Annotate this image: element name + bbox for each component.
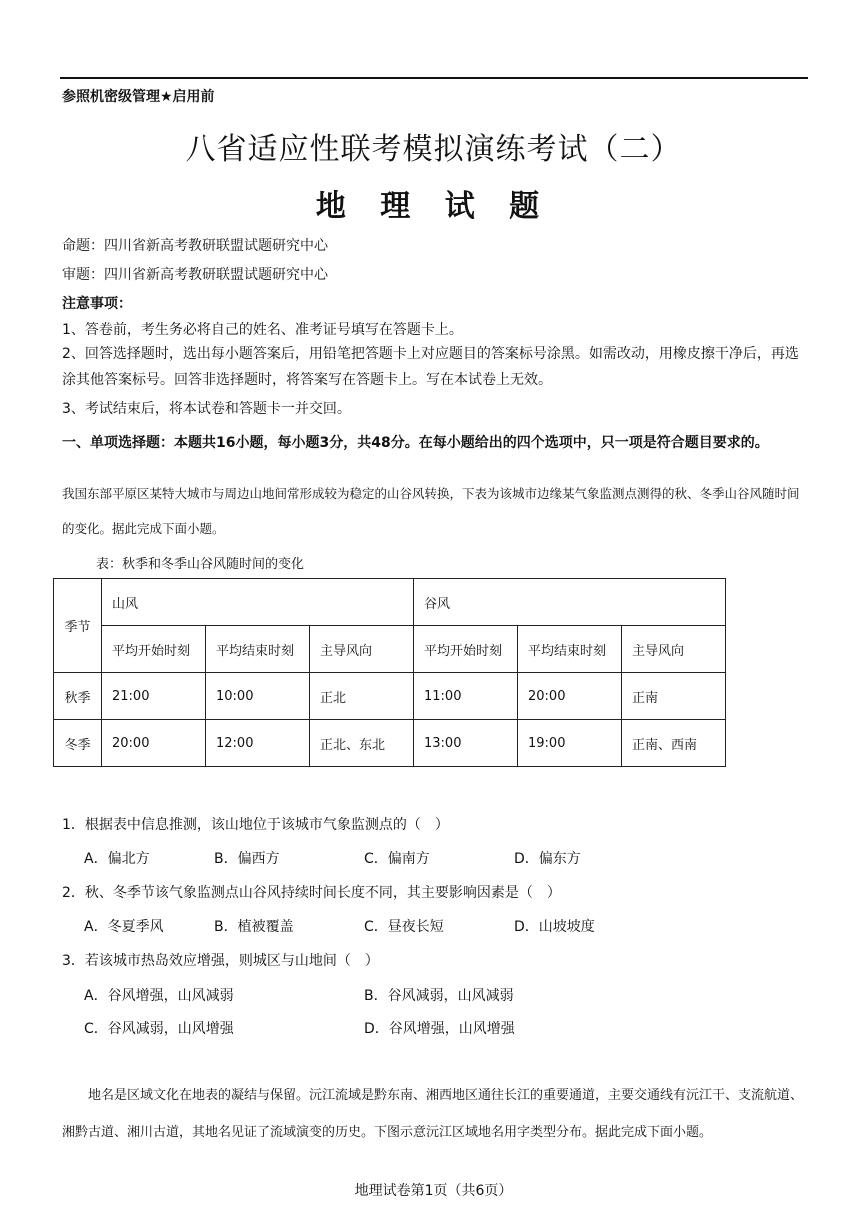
season-header: 季节	[54, 579, 102, 673]
table-cell: 正南	[622, 673, 726, 720]
mountain-wind-header: 山风	[102, 579, 414, 626]
note-item: 2、回答选择题时，选出每小题答案后，用铅笔把答题卡上对应题目的答案标号涂黑。如需改动，用橡皮擦干净后，再选涂其他答案标号。回答非选择题时，将答案写在答题卡上。写在本试卷上无效。	[62, 346, 799, 388]
option: B．谷风减弱，山风减弱	[364, 988, 514, 1004]
option: B．植被覆盖	[214, 919, 294, 935]
option: A．冬夏季风	[84, 919, 164, 935]
reviewer-line: 审题：四川省新高考教研联盟试题研究中心	[62, 267, 328, 283]
passage-paragraph: 地名是区域文化在地表的凝结与保留。沅江流域是黔东南、湘西地区通往长江的重要通道，主要交通线有沅江干、支流航道、湘黔古道、湘川古道，其地名见证了流域演变的历史。下图示意沅江区域地名用字类型分布。据此完成下面小题。	[62, 1088, 804, 1140]
wind-table	[53, 578, 726, 767]
option: C．偏南方	[364, 851, 430, 867]
table-cell: 19:00	[518, 720, 622, 767]
valley-wind-header: 谷风	[414, 579, 726, 626]
option: A．偏北方	[84, 851, 150, 867]
author-line: 命题：四川省新高考教研联盟试题研究中心	[62, 238, 328, 254]
exam-title: 八省适应性联考模拟演练考试（二）	[185, 132, 682, 167]
table-group-row	[54, 579, 726, 626]
option: A．谷风增强，山风减弱	[84, 988, 234, 1004]
table-row	[54, 673, 726, 720]
table-cell: 12:00	[206, 720, 310, 767]
header-rule	[60, 77, 808, 79]
column-header: 平均开始时刻	[414, 626, 518, 673]
subject-title: 地 理 试 题	[315, 189, 552, 224]
column-header: 主导风向	[310, 626, 414, 673]
note-item: 3、考试结束后，将本试卷和答题卡一并交回。	[62, 401, 351, 417]
table-caption: 表：秋季和冬季山谷风随时间的变化	[96, 557, 305, 572]
secret-label: 参照机密级管理★启用前	[62, 89, 215, 105]
season-cell: 秋季	[54, 673, 102, 720]
table-cell: 正北	[310, 673, 414, 720]
question-stem: 1．根据表中信息推测，该山地位于该城市气象监测点的（ ）	[62, 817, 449, 833]
option: B．偏西方	[214, 851, 280, 867]
table-cell: 正北、东北	[310, 720, 414, 767]
season-cell: 冬季	[54, 720, 102, 767]
column-header: 平均开始时刻	[102, 626, 206, 673]
intro-paragraph: 我国东部平原区某特大城市与周边山地间常形成较为稳定的山谷风转换，下表为该城市边缘某气象监测点测得的秋、冬季山谷风随时间的变化。据此完成下面小题。	[62, 486, 800, 536]
table-column-row	[54, 626, 726, 673]
table-row	[54, 720, 726, 767]
table-cell: 10:00	[206, 673, 310, 720]
table-cell: 20:00	[102, 720, 206, 767]
table-cell: 13:00	[414, 720, 518, 767]
notes-heading: 注意事项：	[62, 296, 132, 312]
column-header: 平均结束时刻	[206, 626, 310, 673]
option: C．昼夜长短	[364, 919, 444, 935]
option: D．谷风增强，山风增强	[364, 1021, 515, 1037]
table-cell: 正南、西南	[622, 720, 726, 767]
section-heading: 一、单项选择题：本题共16小题，每小题3分，共48分。在每小题给出的四个选项中，只一项是符合题目要求的。	[62, 435, 769, 451]
table-cell: 11:00	[414, 673, 518, 720]
column-header: 主导风向	[622, 626, 726, 673]
option: D．偏东方	[514, 851, 581, 867]
column-header: 平均结束时刻	[518, 626, 622, 673]
table-cell: 20:00	[518, 673, 622, 720]
option: D．山坡坡度	[514, 919, 595, 935]
table-cell: 21:00	[102, 673, 206, 720]
note-item: 1、答卷前，考生务必将自己的姓名、准考证号填写在答题卡上。	[62, 322, 463, 338]
page-footer: 地理试卷第1页（共6页）	[354, 1183, 513, 1199]
question-stem: 2．秋、冬季节该气象监测点山谷风持续时间长度不同，其主要影响因素是（ ）	[62, 885, 561, 901]
option: C．谷风减弱，山风增强	[84, 1021, 234, 1037]
question-stem: 3．若该城市热岛效应增强，则城区与山地间（ ）	[62, 953, 379, 969]
